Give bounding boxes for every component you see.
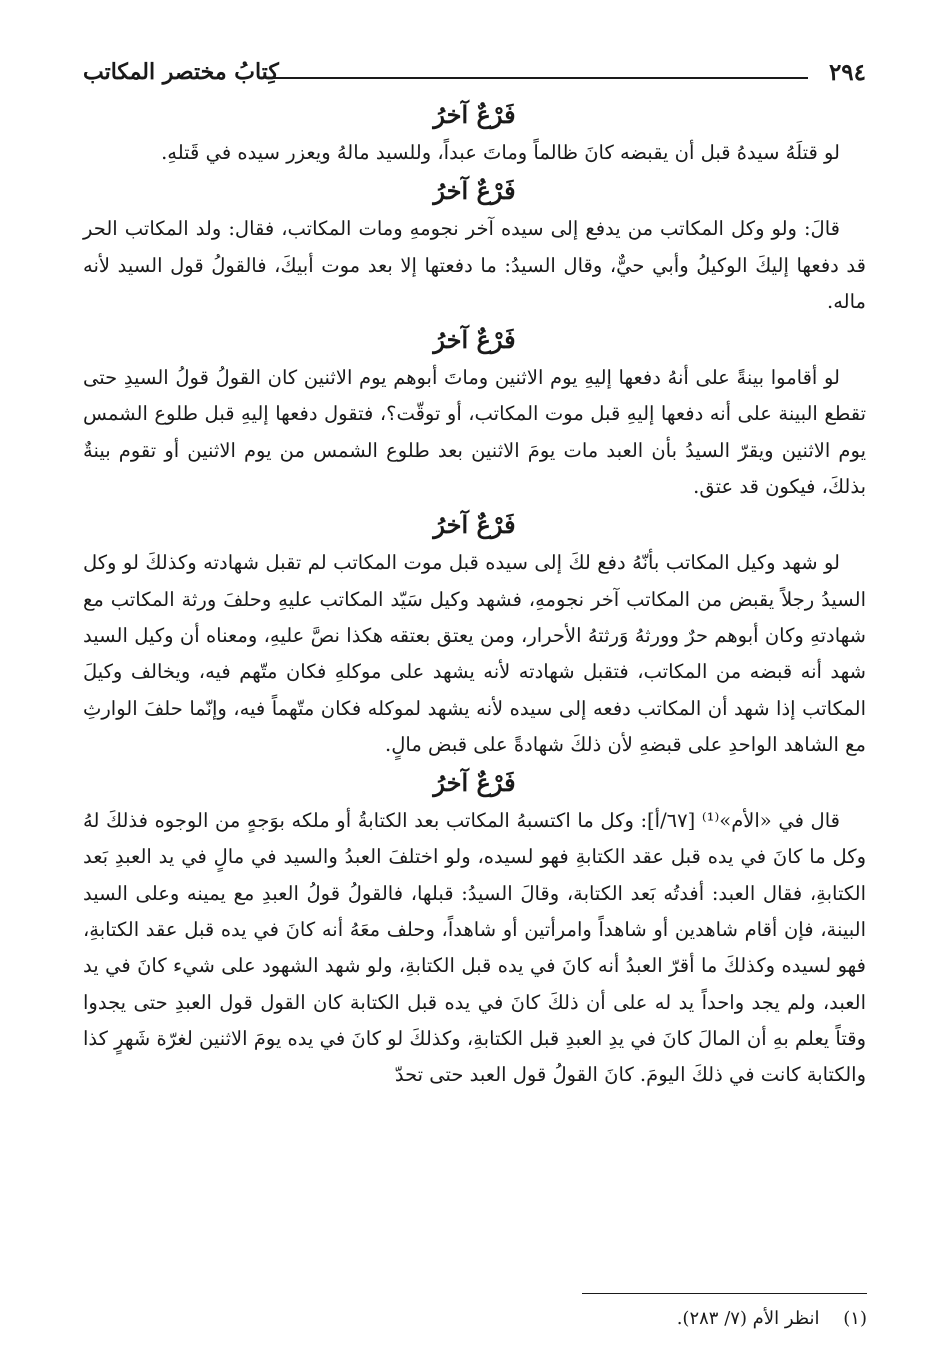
running-title: كِتابُ مختصر المكاتب (83, 59, 279, 85)
section-heading: فَرْعٌ آخرُ (433, 176, 516, 206)
section-heading: فَرْعٌ آخرُ (433, 768, 516, 798)
running-head (83, 55, 866, 95)
page (83, 55, 866, 1094)
footnote-text: انظر الأم (٧/ ٢٨٣). (676, 1308, 820, 1329)
section-4 (83, 505, 866, 763)
section-paragraph: لو شهد وكيل المكاتب بأنّهُ دفع لكَ إلى سيده قبل موت المكاتب لم تقبل شهادته وكذلكَ لو وكل السيدُ رجلاً يقبض من المكاتب آخر نجومهِ، فشهد وكيل سَيّد المكاتب عليهِ وحلفَ ورثة المكاتب مع شهادتهِ وكان أبوهم حرٌ وورثهُ وَرثتهُ الأحرار، ومن يعتق بعتقه هكذا نصَّ عليهِ، ومعناه أن وكيل السيد شهد أنه قبضه من المكاتب، فتقبل شهادته لأنه يشهد على موكلهِ فكان متّهم فيه، ويخالف وكيلَ المكاتب إذا شهد أن المكاتب دفعه إلى سيده لأنه يشهد لموكله فكان متّهماً فيه، وإنّما حلفَ الوارثِ مع الشاهد الواحدِ على قبضهِ لأن ذلكَ شهادةً على قبض مالٍ. (83, 551, 866, 756)
section-paragraph: لو أقاموا بينةً على أنهُ دفعها إليهِ يوم الاثنين وماتَ أبوهم يوم الاثنين كان القولُ قولُ السيدِ حتى تقطع البينة على أنه دفعها إليهِ قبل موت المكاتب، أو توقّت؟، فتقول دفعها إليهِ قبل طلوع الشمس يوم الاثنين ويقرّ السيدُ بأن العبد مات يومَ الاثنين بعد طلوع الشمس من يوم الاثنين أو تقوم بينةٌ بذلكَ، فيكون قد عتق. (83, 366, 866, 499)
section-paragraph: لو قتلَهُ سيدهُ قبل أن يقبضه كانَ ظالماً وماتَ عبداً، وللسيد مالهُ ويعزر سيده في قَتلهِ. (161, 141, 840, 164)
section-3 (83, 320, 866, 505)
footnote (677, 1305, 867, 1333)
footnote-marker: (١) (843, 1308, 867, 1329)
section-heading: فَرْعٌ آخرُ (433, 100, 516, 129)
page-number: ٢٩٤ (828, 59, 866, 86)
header-rule (273, 77, 808, 79)
section-paragraph: قال في «الأم»⁽¹⁾ [٦٧/أ]: وكل ما اكتسبهُ المكاتب بعد الكتابةُ أو ملكه بوَجهٍ من الوجوه فذلكَ لهُ وكل ما كانَ في يده قبل عقد الكتابةِ فهو لسيده، ولو اختلفَ العبدُ والسيد في مالٍ في يد العبدِ بَعد الكتابةِ، فقال العبد: أفدتُه بَعد الكتابة، وقالَ السيدُ: قبلها، فالقولُ قولُ العبدِ مع يمينه وعلى السيد البينة، فإن أقام شاهدين أو شاهداً وامرأتين أو شاهداً، وحلف معَهُ أنه كانَ في يده قبل عقد الكتابةِ، فهو لسيده وكذلكَ ما أقرّ العبدُ أنه كانَ في يده قبل الكتابةِ، ولو شهد الشهود على شيء كانَ في يد العبد، ولم يجد واحداً يد له على أن ذلكَ كانَ في يده قبل الكتابة كان القول قول العبدِ حتى يجدوا وقتاً يعلم بهِ أن المالَ كانَ في يدِ العبدِ قبل الكتابةِ، وكذلكَ لو كانَ في يده يومَ الاثنين لغرّة شَهرٍ كذا والكتابة كانت في ذلكَ اليومَ. كانَ القولُ قول العبد حتى تحدّ (83, 809, 866, 1087)
footnote-rule (582, 1293, 867, 1294)
section-paragraph: قالَ: ولو وكل المكاتب من يدفع إلى سيده آخر نجومهِ ومات المكاتب، فقال: ولد المكاتب الحر قد دفعها إليكَ الوكيلُ وأبي حيٌّ، وقال السيدُ: ما دفعتها إلا بعد موت أبيكَ، فالقولُ قول السيد لأنه ماله. (83, 217, 866, 313)
section-5 (83, 763, 866, 1093)
section-1 (83, 95, 866, 171)
section-heading: فَرْعٌ آخرُ (433, 325, 516, 355)
section-2 (83, 171, 866, 320)
section-heading: فَرْعٌ آخرُ (433, 510, 516, 540)
